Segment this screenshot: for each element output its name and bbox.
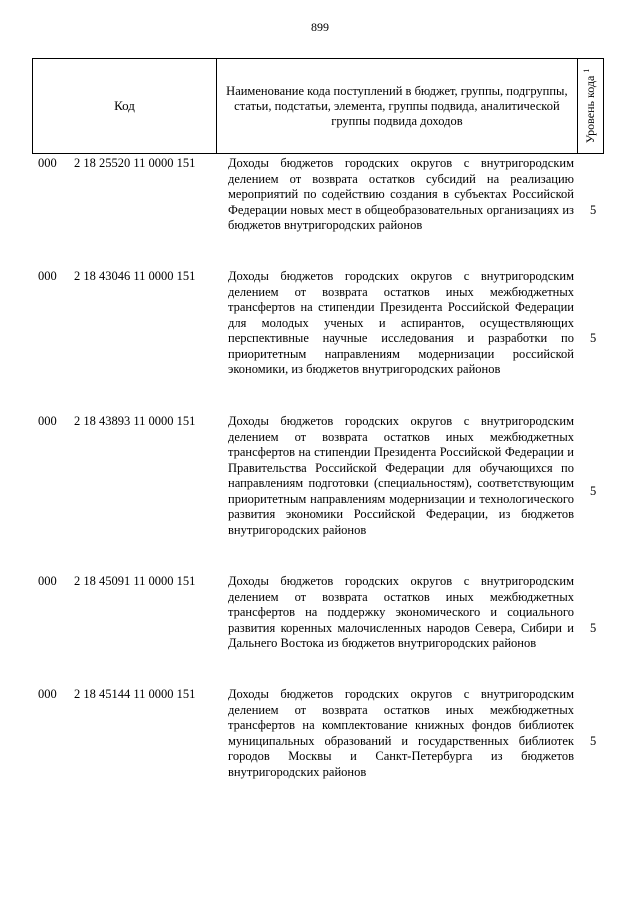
row-admin-code: 000 xyxy=(38,156,57,170)
header-level-text: Уровень кода xyxy=(583,75,598,144)
row-revenue-code: 2 18 25520 11 0000 151 xyxy=(74,156,196,170)
row-revenue-code: 2 18 45091 11 0000 151 xyxy=(74,574,196,588)
row-revenue-name: Доходы бюджетов городских округов с внутригородским делением от возврата остатков иных межбюджетных трансфертов на стипендии Президента Российской Федерации для молодых ученых и аспирантов, осуществляющих перспективные научные исследования и разработки по приоритетным направлениям модернизации российской экономики, из бюджетов внутригородских районов xyxy=(228,269,574,376)
header-code-column: Код xyxy=(33,59,217,154)
header-level-label xyxy=(582,69,598,144)
row-revenue-name: Доходы бюджетов городских округов с внутригородским делением от возврата остатков иных межбюджетных трансфертов на стипендии Президента Российской Федерации и Правительства Российской Федерации для обучающихся по направлениям подготовки (специальностям), соответствующим приоритетным направлениям модернизации и технологического развития экономики Российской Федерации, из бюджетов внутригородских районов xyxy=(228,414,574,537)
row-admin-code: 000 xyxy=(38,269,57,283)
header-level-column xyxy=(577,59,603,154)
row-admin-code: 000 xyxy=(38,687,57,701)
row-revenue-name: Доходы бюджетов городских округов с внутригородским делением от возврата остатков субсидий на реализацию мероприятий по содействию создания в субъектах Российской Федерации новых мест в общеобразовательных организациях из бюджетов внутригородских районов xyxy=(228,156,574,232)
header-level-footnote: 1 xyxy=(582,68,592,73)
row-revenue-code: 2 18 43046 11 0000 151 xyxy=(74,269,196,283)
row-admin-code: 000 xyxy=(38,414,57,428)
row-code-level: 5 xyxy=(590,734,597,748)
row-code-level: 5 xyxy=(590,484,597,498)
row-revenue-code: 2 18 43893 11 0000 151 xyxy=(74,414,196,428)
header-name-column: Наименование кода поступлений в бюджет, группы, подгруппы, статьи, подстатьи, элемента, группы подвида, аналитической группы подвида доходов xyxy=(217,59,578,154)
row-admin-code: 000 xyxy=(38,574,57,588)
table-header xyxy=(32,58,604,154)
row-code-level: 5 xyxy=(590,621,597,635)
row-code-level: 5 xyxy=(590,331,597,345)
row-revenue-name: Доходы бюджетов городских округов с внутригородским делением от возврата остатков иных межбюджетных трансфертов на комплектование книжных фондов библиотек муниципальных образований и государственных библиотек городов Москвы и Санкт-Петербурга из бюджетов внутригородских районов xyxy=(228,687,574,779)
row-revenue-name: Доходы бюджетов городских округов с внутригородским делением от возврата остатков иных межбюджетных трансфертов на поддержку экономического и социального развития коренных малочисленных народов Севера, Сибири и Дальнего Востока из бюджетов внутригородских районов xyxy=(228,574,574,650)
page-number: 899 xyxy=(311,20,329,34)
row-code-level: 5 xyxy=(590,203,597,217)
row-revenue-code: 2 18 45144 11 0000 151 xyxy=(74,687,196,701)
